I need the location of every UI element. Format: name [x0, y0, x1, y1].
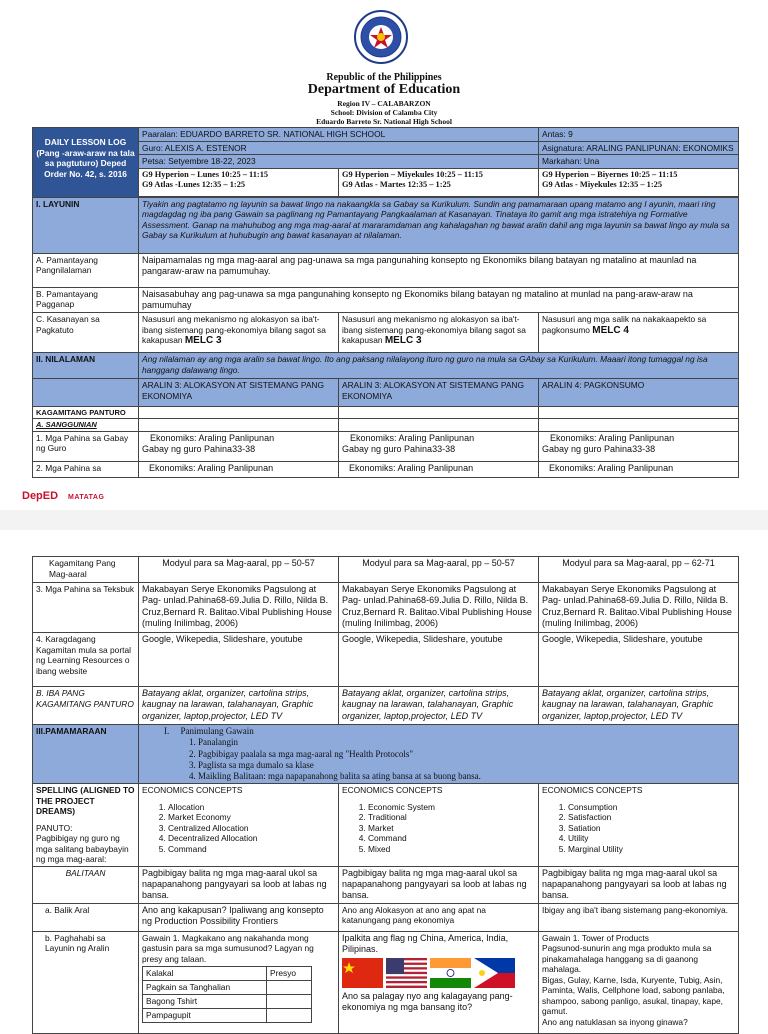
list-item: 2. Satisfaction — [568, 812, 735, 823]
list-item: 4. Maikling Balitaan: mga napapanahong balita sa ating bansa at sa buong bansa. — [198, 771, 735, 782]
kasanayan-label: C. Kasanayan sa Pagkatuto — [33, 313, 139, 353]
spelling-label: SPELLING (ALIGNED TO THE PROJECT DREAMS) — [36, 785, 135, 817]
modyul-2: Modyul para sa Mag-aaral, pp – 50-57 — [339, 557, 539, 583]
teksbuk-2: Makabayan Serye Ekonomiks Pagsulong at Pag- unlad.Pahina68-69.Julia D. Rillo, Nilda B. Cruz,Bernard R. Balitao.Vibal Publishing House (muling Inilimbag, 2006) — [339, 583, 539, 633]
republic-line: Republic of the Philippines — [326, 72, 442, 83]
table-row: Pampagupit — [143, 1009, 267, 1023]
kagamitan-label: KAGAMITANG PANTURO — [33, 407, 139, 419]
list-item: 1. Consumption — [568, 802, 735, 813]
balik-aral-label: a. Balik Aral — [33, 903, 139, 931]
pamantayang-pagganap-text: Naisasabuhay ang pag-unawa sa mga pangunahing konsepto ng Ekonomiks bilang batayan ng matalino at munlad na pang-araw-araw na pamumuhay — [139, 287, 739, 313]
daily-lesson-log-table — [32, 127, 739, 478]
list-item: 2. Market Economy — [168, 812, 335, 823]
china-flag-icon — [342, 958, 383, 988]
sanggunian-label: A. SANGGUNIAN — [33, 419, 139, 431]
list-item: 5. Marginal Utility — [568, 844, 735, 855]
page-gap — [0, 510, 768, 530]
layunin-label: I. LAYUNIN — [33, 197, 139, 253]
spelling-cell — [33, 784, 139, 867]
aralin-3: ARALIN 4: PAGKONSUMO — [539, 379, 739, 407]
list-item: 3. Paglista sa mga dumalo sa klase — [198, 760, 735, 771]
kasanayan-1: Nasusuri ang mekanismo ng alokasyon sa iba't-ibang sistemang pang-ekonomiya bilang sagot sa kakapusan MELC 3 — [139, 313, 339, 353]
aralin-blank — [33, 379, 139, 407]
teksbuk-3: Makabayan Serye Ekonomiks Pagsulong at Pag- unlad.Pahina68-69.Julia D. Rillo, Nilda B. Cruz,Bernard R. Balitao.Vibal Publishing House (muling Inilimbag, 2006) — [539, 583, 739, 633]
usa-flag-icon — [386, 958, 427, 988]
balik-aral-1: Ano ang kakapusan? Ipaliwang ang konsepto ng Production Possibility Frontiers — [139, 903, 339, 931]
paghahabi-2: Ipalkita ang flag ng China, America, India, Pilipinas. Ano sa palagay nyo ang kalagayang pang-ekonomiya ng mga bansang ito? — [339, 931, 539, 1033]
spelling-col-3: ECONOMICS CONCEPTS 1. Consumption 2. Satisfaction 3. Satiation 4. Utility 5. Marginal Utility — [539, 784, 739, 867]
list-item: 1. Panalangin — [198, 737, 735, 748]
antas: Antas: 9 — [539, 128, 739, 142]
list-item: 5. Command — [168, 844, 335, 855]
balitaan-1: Pagbibigay balita ng mga mag-aaral ukol sa napapanahong pangyayari sa loob at labas ng bansa. — [139, 866, 339, 903]
gabay-guro-label: 1. Mga Pahina sa Gabay ng Guro — [33, 431, 139, 461]
nilalaman-label: II. NILALAMAN — [33, 353, 139, 379]
iba-pang-kagamitan-2: Batayang aklat, organizer, cartolina strips, kaugnay na larawan, talahanayan, Graphic organizer, laptop,projector, LED TV — [339, 687, 539, 725]
pamantayang-pangnilalaman-text: Naipamamalas ng mga mag-aaral ang pag-unawa sa mga pangunahing konsepto ng Ekonomiks bilang batayan ng matalino at maunlad na pangaraw-araw na pamumuhay. — [139, 253, 739, 287]
balitaan-label: BALITAAN — [33, 866, 139, 903]
panimulang-gawain-list — [142, 737, 735, 782]
karagdagang-2: Google, Wikepedia, Slideshare, youtube — [339, 633, 539, 687]
pamantayang-pangnilalaman-label: A. Pamantayang Pangnilalaman — [33, 253, 139, 287]
gabay-guro-1: Ekonomiks: Araling Panlipunan Gabay ng guro Pahina33-38 — [139, 431, 339, 461]
iba-pang-kagamitan-label: B. IBA PANG KAGAMITANG PANTURO — [33, 687, 139, 725]
balik-aral-2: Ano ang Alokasyon at ano ang apat na katanungang pang ekonomiya — [339, 903, 539, 931]
mga-pahina-label: 2. Mga Pahina sa — [33, 461, 139, 477]
markahan: Markahan: Una — [539, 155, 739, 169]
presyo-input[interactable] — [266, 995, 311, 1009]
paaralan: Paaralan: EDUARDO BARRETO SR. NATIONAL HIGH SCHOOL — [139, 128, 539, 142]
pamamaraan-label: III.PAMAMARAAN — [33, 725, 139, 784]
mga-pahina-2: Ekonomiks: Araling Panlipunan — [339, 461, 539, 477]
table-row: Pagkain sa Tanghalian — [143, 981, 267, 995]
schedule-3: G9 Hyperion – Biyernes 10:25 – 11:15 G9 Atlas - Miyekules 12:35 – 1:25 — [539, 168, 739, 196]
guro: Guro: ALEXIS A. ESTENOR — [139, 141, 539, 155]
page-one — [0, 0, 768, 510]
list-item: 3. Satiation — [568, 823, 735, 834]
list-item: 2. Traditional — [368, 812, 535, 823]
list-item: 1. Allocation — [168, 802, 335, 813]
dll-label: DAILY LESSON LOG (Pang -araw-araw na tala sa pagtuturo) Deped Order No. 42, s. 2016 — [33, 128, 139, 198]
presyo-input[interactable] — [266, 1009, 311, 1023]
table-header-presyo: Presyo — [266, 967, 311, 981]
flags-row — [342, 958, 535, 988]
list-item: 2. Pagbibigay paalala sa mga mag-aaral ng "Health Protocols" — [198, 749, 735, 760]
mga-pahina-1: Ekonomiks: Araling Panlipunan — [139, 461, 339, 477]
school-line: Eduardo Barreto Sr. National High School — [316, 117, 452, 126]
kagamitang-mag-aaral-label: Kagamitang Pang Mag-aaral — [33, 557, 139, 583]
modyul-1: Modyul para sa Mag-aaral, pp – 50-57 — [139, 557, 339, 583]
matatag-logo: MATATAG — [68, 494, 105, 501]
spelling-col-1: ECONOMICS CONCEPTS 1. Allocation 2. Market Economy 3. Centralized Allocation 4. Decentralized Allocation 5. Command — [139, 784, 339, 867]
list-item: 1. Economic System — [368, 802, 535, 813]
panimulang-gawain-head: I. Panimulang Gawain — [164, 726, 254, 736]
spelling-col-2: ECONOMICS CONCEPTS 1. Economic System 2. Traditional 3. Market 4. Command 5. Mixed — [339, 784, 539, 867]
table-header-kalakal: Kalakal — [143, 967, 267, 981]
iba-pang-kagamitan-3: Batayang aklat, organizer, cartolina strips, kaugnay na larawan, talahanayan, Graphic organizer, laptop,projector, LED TV — [539, 687, 739, 725]
department-title: Department of Education — [307, 82, 461, 97]
india-flag-icon — [430, 958, 471, 988]
paghahabi-label: b. Paghahabi sa Layunin ng Aralin — [33, 931, 139, 1033]
deped-logo: DepED — [22, 490, 59, 502]
aralin-1: ARALIN 3: ALOKASYON AT SISTEMANG PANG EKONOMIYA — [139, 379, 339, 407]
karagdagang-label: 4. Karagdagang Kagamitan mula sa portal ng Learning Resources o ibang website — [33, 633, 139, 687]
petsa: Petsa: Setyembre 18-22, 2023 — [139, 155, 539, 169]
balitaan-2: Pagbibigay balita ng mga mag-aaral ukol sa napapanahong pangyayari sa loob at labas ng bansa. — [339, 866, 539, 903]
deped-seal-icon — [354, 10, 408, 64]
list-item: 4. Utility — [568, 833, 735, 844]
balitaan-3: Pagbibigay balita ng mga mag-aaral ukol sa napapanahong pangyayari sa loob at labas ng bansa. — [539, 866, 739, 903]
list-item: 4. Command — [368, 833, 535, 844]
karagdagang-3: Google, Wikepedia, Slideshare, youtube — [539, 633, 739, 687]
nilalaman-text: Ang nilalaman ay ang mga aralin sa bawat lingo. Ito ang paksang nilalayong ituro ng guro na mula sa GAbay sa Kurikulum. Maaari itong tumaggal ng isa hanggang dalawang lingo. — [139, 353, 739, 379]
teksbuk-1: Makabayan Serye Ekonomiks Pagsulong at Pag- unlad.Pahina68-69.Julia D. Rillo, Nilda B. Cruz,Bernard R. Balitao.Vibal Publishing House (muling Inilimbag, 2006) — [139, 583, 339, 633]
philippines-flag-icon — [474, 958, 515, 988]
kasanayan-2: Nasusuri ang mekanismo ng alokasyon sa iba't-ibang sistemang pang-ekonomiya bilang sagot sa kakapusan MELC 3 — [339, 313, 539, 353]
gabay-guro-3: Ekonomiks: Araling Panlipunan Gabay ng guro Pahina33-38 — [539, 431, 739, 461]
panuto-text: Pagbibigay ng guro ng mga salitang babaybayin ng mga mag-aaral: — [36, 833, 129, 865]
paghahabi-3: Gawain 1. Tower of Products Pagsunod-sunurin ang mga produkto mula sa pinakamahalaga hanggang sa di gaanong mahalaga. Bigas, Gulay, Karne, Isda, Kuryente, Tubig, Asin, Paminta, Walis, Cellphone load, sabong panlaba, shampoo, sabong panligo, asukal, tinapay, kape, gamut. Ano ang natuklasan sa inyong ginawa? — [539, 931, 739, 1033]
lesson-log-table-continued — [32, 556, 739, 1034]
division-line: School: Division of Calamba City — [330, 108, 438, 117]
list-item: 3. Centralized Allocation — [168, 823, 335, 834]
karagdagang-1: Google, Wikepedia, Slideshare, youtube — [139, 633, 339, 687]
list-item: 4. Decentralized Allocation — [168, 833, 335, 844]
table-row: Bagong Tshirt — [143, 995, 267, 1009]
panimulang-gawain — [139, 725, 739, 784]
layunin-text: Tiyakin ang pagtatamo ng layunin sa bawat lingo na nakaangkla sa Gabay sa Kurikulum. Sundin ang pamamaraan upang matamo ang I ayunin, maari ring magdagdag ng iba pang Gawain sa paglinang ng Pamantayang Pangkaalaman at Kasanayan. Tinataya ito gamit ang mga istratehiya ng Formative Assessment. Ganap na mahuhubog ang mga mag-aaral at mararamdaman ang kahalagahan ng bawat aralin dahil ang mga layunin sa bawat lingo ay mula sa Gabay sa Kurikulum at huhubugin ang bawat kasanayan at nilalaman. — [139, 197, 739, 253]
aralin-2: ARALIN 3: ALOKASYON AT SISTEMANG PANG EKONOMIYA — [339, 379, 539, 407]
presyo-input[interactable] — [266, 981, 311, 995]
balik-aral-3: Ibigay ang iba't ibang sistemang pang-ekonomiya. — [539, 903, 739, 931]
list-item: 3. Market — [368, 823, 535, 834]
asignatura: Asignatura: ARALING PANLIPUNAN: EKONOMIKS — [539, 141, 739, 155]
list-item: 5. Mixed — [368, 844, 535, 855]
region-line: Region IV – CALABARZON — [337, 99, 431, 108]
panuto-label: PANUTO: — [36, 822, 73, 833]
mga-pahina-3: Ekonomiks: Araling Panlipunan — [539, 461, 739, 477]
gabay-guro-2: Ekonomiks: Araling Panlipunan Gabay ng guro Pahina33-38 — [339, 431, 539, 461]
presyo-table — [142, 966, 312, 1023]
schedule-2: G9 Hyperion – Miyekules 10:25 – 11:15 G9 Atlas - Martes 12:35 – 1:25 — [339, 168, 539, 196]
teksbuk-label: 3. Mga Pahina sa Teksbuk — [33, 583, 139, 633]
page-two — [0, 530, 768, 1027]
kasanayan-3: Nasusuri ang mga salik na nakakaapekto sa pagkonsumo MELC 4 — [539, 313, 739, 353]
modyul-3: Modyul para sa Mag-aaral, pp – 62-71 — [539, 557, 739, 583]
iba-pang-kagamitan-1: Batayang aklat, organizer, cartolina strips, kaugnay na larawan, talahanayan, Graphic organizer, laptop,projector, LED TV — [139, 687, 339, 725]
paghahabi-1: Gawain 1. Magkakano ang nakahanda mong gastusin para sa mga sumusunod? Lagyan ng presy ang talaan. Kalakal Presyo Pagkain sa Tanghalian Bagong Tshirt Pampagupit — [139, 931, 339, 1033]
schedule-1: G9 Hyperion – Lunes 10:25 – 11:15 G9 Atlas -Lunes 12:35 – 1:25 — [139, 168, 339, 196]
pamantayang-pagganap-label: B. Pamantayang Pagganap — [33, 287, 139, 313]
